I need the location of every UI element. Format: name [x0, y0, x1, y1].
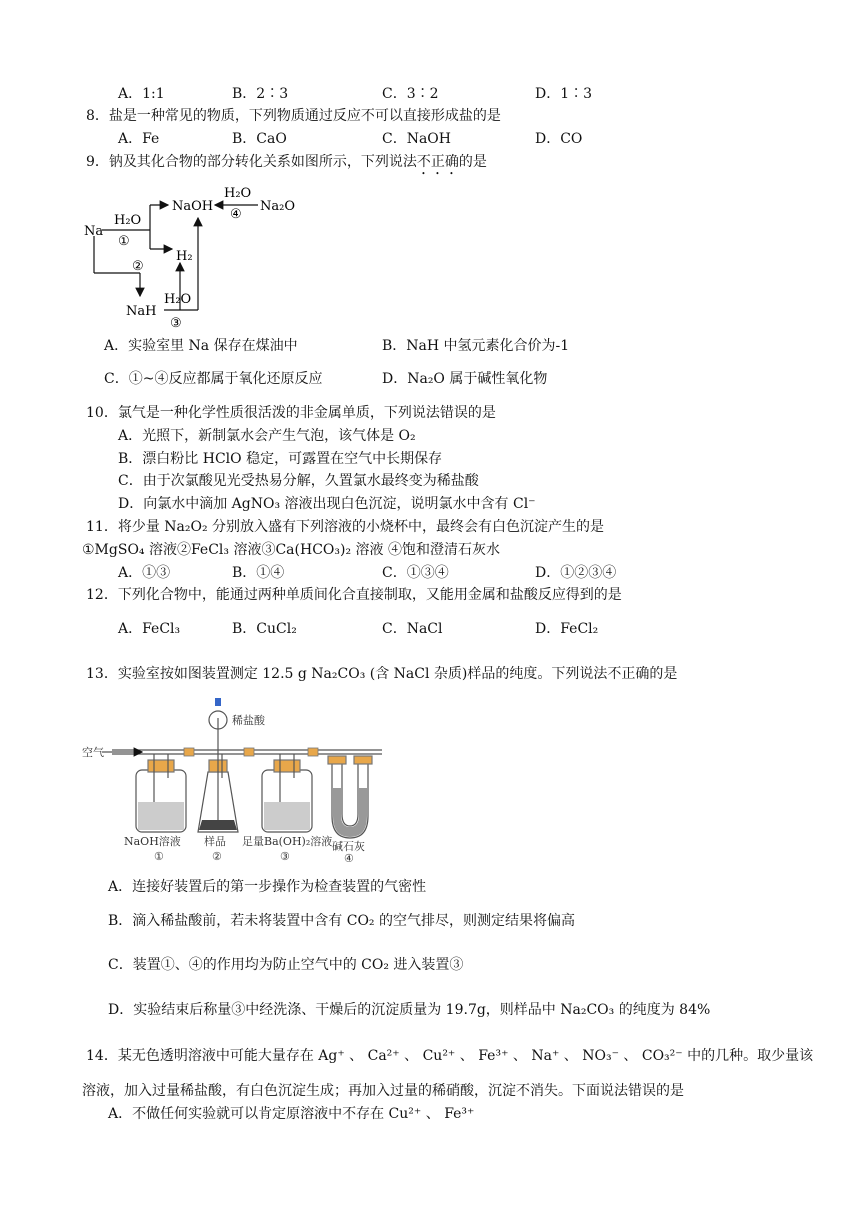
- apparatus-num-2: ②: [212, 850, 222, 862]
- q9-stem-pre: 9．钠及其化合物的部分转化关系如图所示，下列说法: [86, 154, 417, 170]
- q11-option-d: D．①②③④: [535, 565, 617, 581]
- q7-option-b: B．2∶3: [232, 86, 289, 102]
- na-label: Na: [84, 224, 104, 239]
- air-label: 空气: [82, 746, 104, 759]
- baoh2-label: 足量Ba(OH)₂溶液: [242, 835, 333, 848]
- q13-option-b: B．滴入稀盐酸前，若未将装置中含有 CO₂ 的空气排尽，则测定结果将偏高: [108, 913, 575, 929]
- q10-option-d: D．向氯水中滴加 AgNO₃ 溶液出现白色沉淀，说明氯水中含有 Cl⁻: [118, 496, 536, 512]
- q12-stem: 12．下列化合物中，能通过两种单质间化合直接制取，又能用金属和盐酸反应得到的是: [86, 587, 622, 603]
- naoh-label: NaOH: [172, 199, 214, 214]
- q9-option-b: B．NaH 中氢元素化合价为-1: [382, 338, 570, 354]
- q9-stem: [86, 152, 487, 178]
- q14-stem: 14．某无色透明溶液中可能大量存在 Ag⁺ 、 Ca²⁺ 、 Cu²⁺ 、 Fe³⁺ 、 Na⁺ 、 NO₃⁻ 、 CO₃²⁻ 中的几种。取少量该: [86, 1048, 814, 1064]
- h2-label: H₂: [176, 249, 193, 264]
- sample-label: 样品: [204, 835, 226, 848]
- q11-items: ①MgSO₄ 溶液②FeCl₃ 溶液③Ca(HCO₃)₂ 溶液 ④饱和澄清石灰水: [82, 542, 500, 558]
- na-conversion-diagram: [80, 178, 310, 333]
- q10-stem: 10．氯气是一种化学性质很活泼的非金属单质，下列说法错误的是: [86, 405, 496, 421]
- q9-option-a: A．实验室里 Na 保存在煤油中: [104, 338, 298, 354]
- q12-option-a: A．FeCl₃: [118, 621, 181, 637]
- q9-option-d: D．Na₂O 属于碱性氧化物: [382, 371, 548, 387]
- q11-option-c: C．①③④: [382, 565, 449, 581]
- circle-1: ①: [118, 234, 130, 249]
- q13-stem: 13．实验室按如图装置测定 12.5 g Na₂CO₃ (含 NaCl 杂质)样品的纯度。下列说法不正确的是: [86, 666, 678, 682]
- apparatus-num-4: ④: [344, 852, 354, 862]
- q11-option-a: A．①③: [118, 565, 171, 581]
- q13-option-d: D．实验结束后称量③中经洗涤、干燥后的沉淀质量为 19.7g，则样品中 Na₂CO₃ 的纯度为 84%: [108, 1002, 711, 1018]
- q9-stem-post: 的是: [458, 154, 487, 170]
- q9-option-c: C．①~④反应都属于氧化还原反应: [104, 371, 323, 387]
- h2o-label-1: H₂O: [114, 213, 142, 228]
- q10-option-b: B．漂白粉比 HClO 稳定，可露置在空气中长期保存: [118, 451, 443, 467]
- q12-option-b: B．CuCl₂: [232, 621, 297, 637]
- q7-option-a: A．1:1: [118, 86, 165, 102]
- q7-option-d: D．1∶3: [535, 86, 593, 102]
- q10-option-a: A．光照下，新制氯水会产生气泡，该气体是 O₂: [118, 428, 416, 444]
- h2o-label-3: H₂O: [164, 292, 192, 307]
- circle-4: ④: [230, 207, 242, 222]
- q8-option-a: A．Fe: [118, 131, 160, 147]
- q8-stem: 8．盐是一种常见的物质，下列物质通过反应不可以直接形成盐的是: [86, 108, 501, 124]
- q13-option-a: A．连接好装置后的第一步操作为检查装置的气密性: [108, 879, 427, 895]
- q14-option-a: A．不做任何实验就可以肯定原溶液中不存在 Cu²⁺ 、 Fe³⁺: [108, 1106, 475, 1122]
- na2o-label: Na₂O: [260, 199, 295, 214]
- q8-option-b: B．CaO: [232, 131, 287, 147]
- q9-stem-emph: 不正确: [416, 154, 459, 170]
- naoh-solution-label: NaOH溶液: [124, 835, 181, 848]
- apparatus-num-3: ③: [280, 850, 290, 862]
- q12-option-c: C．NaCl: [382, 621, 443, 637]
- h2o-label-4: H₂O: [224, 186, 252, 201]
- circle-3: ③: [170, 316, 182, 331]
- q11-option-b: B．①④: [232, 565, 285, 581]
- q8-option-c: C．NaOH: [382, 131, 451, 147]
- apparatus-num-1: ①: [154, 850, 164, 862]
- q8-option-d: D．CO: [535, 131, 583, 147]
- q14-stem-line2: 溶液，加入过量稀盐酸，有白色沉淀生成；再加入过量的稀硝酸，沉淀不消失。下面说法错误的是: [82, 1083, 684, 1099]
- q7-option-c: C．3∶2: [382, 86, 439, 102]
- apparatus-diagram: [82, 698, 392, 862]
- q12-option-d: D．FeCl₂: [535, 621, 599, 637]
- soda-lime-label: 碱石灰: [332, 840, 365, 853]
- acid-label: 稀盐酸: [232, 714, 265, 727]
- q11-stem: 11．将少量 Na₂O₂ 分别放入盛有下列溶液的小烧杯中，最终会有白色沉淀产生的是: [86, 519, 605, 535]
- q10-option-c: C．由于次氯酸见光受热易分解，久置氯水最终变为稀盐酸: [118, 473, 479, 489]
- q13-option-c: C．装置①、④的作用均为防止空气中的 CO₂ 进入装置③: [108, 957, 464, 973]
- circle-2: ②: [132, 259, 144, 274]
- nah-label: NaH: [126, 304, 157, 319]
